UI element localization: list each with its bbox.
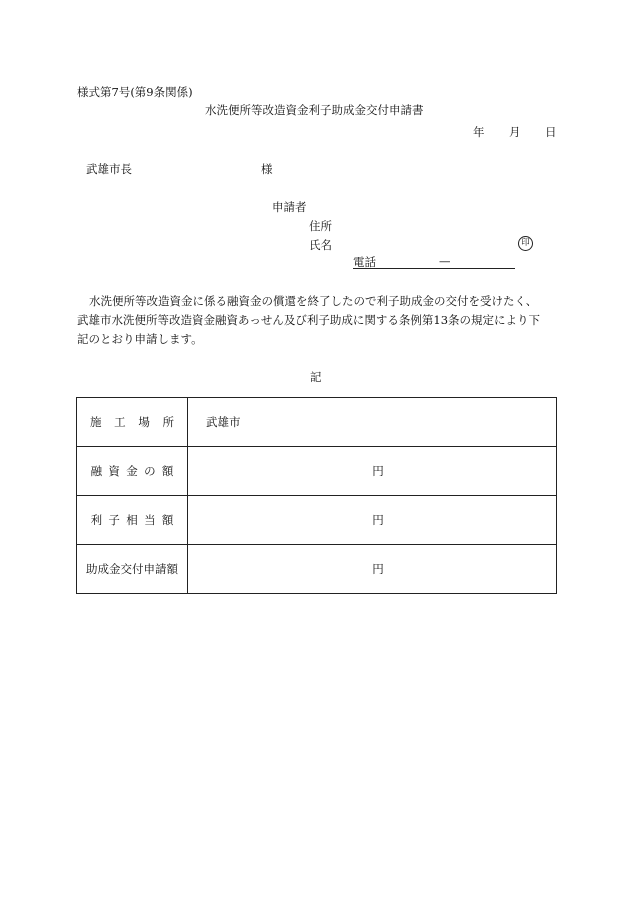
- date-day-label: 日: [545, 125, 557, 139]
- row-value-location: 武雄市: [188, 398, 557, 447]
- phone-field: [353, 253, 515, 269]
- row-value-loan-amount: 円: [188, 447, 557, 496]
- form-number: 様式第7号(第9条関係): [77, 85, 193, 99]
- phone-separator: —: [439, 254, 451, 268]
- ki-heading: 記: [310, 370, 322, 384]
- table-row: [77, 398, 557, 447]
- addressee: 武雄市長: [86, 162, 132, 176]
- table-row: [77, 545, 557, 594]
- body-line-1: 水洗便所等改造資金に係る融資金の償還を終了したので利子助成金の交付を受けたく、: [89, 294, 538, 308]
- row-value-interest: 円: [188, 496, 557, 545]
- honorific: 様: [261, 162, 273, 176]
- row-label-location: 施工場所: [77, 398, 188, 447]
- applicant-label: 申請者: [272, 200, 307, 214]
- seal-mark: 印: [518, 236, 533, 251]
- date-month-label: 月: [509, 125, 521, 139]
- table-row: [77, 447, 557, 496]
- address-label: 住所: [309, 219, 332, 233]
- date-row: [473, 124, 557, 140]
- date-year-label: 年: [473, 125, 485, 139]
- phone-label: 電話: [353, 255, 376, 269]
- detail-table: [76, 397, 557, 594]
- row-label-loan-amount: 融資金の額: [77, 447, 188, 496]
- row-label-subsidy-request: 助成金交付申請額: [77, 545, 188, 594]
- table-row: [77, 496, 557, 545]
- row-value-subsidy-request: 円: [188, 545, 557, 594]
- application-body: [77, 292, 567, 349]
- body-line-3: 記のとおり申請します。: [77, 332, 203, 346]
- name-label: 氏名: [309, 238, 332, 252]
- document-title: 水洗便所等改造資金利子助成金交付申請書: [205, 103, 424, 117]
- body-line-2: 武雄市水洗便所等改造資金融資あっせん及び利子助成に関する条例第13条の規定により下: [77, 313, 541, 327]
- row-label-interest: 利子相当額: [77, 496, 188, 545]
